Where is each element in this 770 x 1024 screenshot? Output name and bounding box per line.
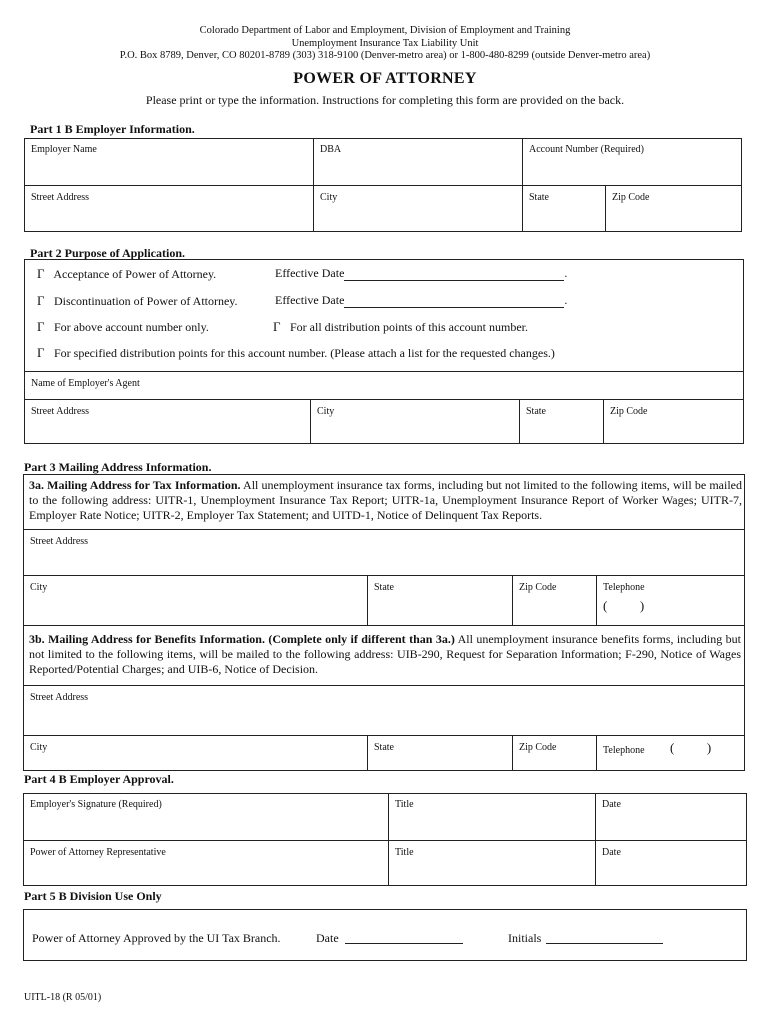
- part2-box: [24, 259, 744, 444]
- part3b-paragraph: [24, 625, 744, 685]
- poa-representative-field[interactable]: [24, 840, 388, 885]
- state-field[interactable]: [522, 185, 605, 232]
- benefits-city-label: City: [30, 742, 48, 753]
- agent-city-label: City: [317, 406, 335, 417]
- agent-zip-field[interactable]: [603, 399, 743, 443]
- all-points-checkbox[interactable]: Γ: [273, 319, 281, 334]
- initials-input[interactable]: [546, 931, 663, 944]
- benefits-state-field[interactable]: [367, 735, 512, 770]
- benefits-phone-parens: ( ): [670, 740, 712, 755]
- tax-city-label: City: [30, 582, 48, 593]
- city-label: City: [320, 192, 338, 203]
- above-account-label: For above account number only.: [54, 320, 209, 334]
- tax-city-field[interactable]: [24, 575, 367, 625]
- tax-street-field[interactable]: [24, 529, 744, 575]
- tax-street-label: Street Address: [30, 536, 89, 547]
- benefits-city-field[interactable]: [24, 735, 367, 770]
- agency-name: Colorado Department of Labor and Employment, Division of Employment and Training: [199, 25, 571, 36]
- employer-signature-label: Employer's Signature (Required): [30, 799, 162, 810]
- account-number-label: Account Number (Required): [529, 144, 644, 155]
- benefits-telephone-label: Telephone: [603, 745, 645, 756]
- agent-street-label: Street Address: [31, 406, 90, 417]
- dba-field[interactable]: [313, 138, 522, 185]
- agent-state-field[interactable]: [519, 399, 603, 443]
- benefits-street-field[interactable]: [24, 685, 744, 735]
- employer-name-field[interactable]: [25, 138, 313, 185]
- initials-label: Initials: [508, 931, 542, 945]
- street-address-field[interactable]: [25, 185, 313, 232]
- effective-date-2: [275, 293, 567, 308]
- title-label-2: Title: [395, 847, 414, 858]
- effective-date-1: [275, 266, 567, 281]
- part2-heading: Part 2 Purpose of Application.: [30, 246, 185, 260]
- unit-name: Unemployment Insurance Tax Liability Unit: [291, 38, 479, 49]
- tax-state-field[interactable]: [367, 575, 512, 625]
- benefits-telephone-field[interactable]: [596, 735, 744, 770]
- agency-address: P.O. Box 8789, Denver, CO 80201-8789 (303) 318-9100 (Denver-metro area) or 1-800-480-8299 (outside Denver-metro area): [119, 50, 651, 61]
- city-field[interactable]: [313, 185, 522, 232]
- account-number-field[interactable]: [522, 138, 741, 185]
- date-label-1: Date: [602, 799, 621, 810]
- agent-name-label: Name of Employer's Agent: [31, 378, 140, 389]
- date-label-2: Date: [602, 847, 621, 858]
- specified-points-checkbox[interactable]: Γ: [37, 345, 45, 360]
- instructions: Please print or type the information. Instructions for completing this form are provided on the back.: [145, 93, 625, 107]
- tax-zip-field[interactable]: [512, 575, 596, 625]
- effective-date-label-1: Effective Date: [275, 266, 345, 280]
- agent-name-field[interactable]: [25, 371, 743, 399]
- agent-state-label: State: [526, 406, 546, 417]
- approved-text: Power of Attorney Approved by the UI Tax Branch.: [32, 931, 281, 945]
- period-2: .: [564, 293, 568, 307]
- date-field-2[interactable]: [595, 840, 746, 885]
- agent-street-field[interactable]: [25, 399, 310, 443]
- acceptance-checkbox[interactable]: Γ: [37, 266, 45, 281]
- division-date-label: Date: [316, 931, 339, 945]
- part4-heading: Part 4 B Employer Approval.: [24, 772, 174, 786]
- all-points-option[interactable]: [273, 319, 528, 335]
- employer-name-label: Employer Name: [31, 144, 97, 155]
- discontinuation-checkbox[interactable]: Γ: [37, 293, 45, 308]
- part5-heading: Part 5 B Division Use Only: [24, 889, 162, 903]
- tax-state-label: State: [374, 582, 394, 593]
- agent-zip-label: Zip Code: [610, 406, 648, 417]
- above-account-checkbox[interactable]: Γ: [37, 319, 45, 334]
- zip-field[interactable]: [605, 185, 741, 232]
- above-account-option[interactable]: [37, 319, 209, 335]
- dba-label: DBA: [320, 144, 342, 155]
- benefits-zip-field[interactable]: [512, 735, 596, 770]
- title-field-1[interactable]: [388, 793, 595, 840]
- employer-signature-field[interactable]: [24, 793, 388, 840]
- benefits-state-label: State: [374, 742, 394, 753]
- zip-label: Zip Code: [612, 192, 650, 203]
- form-number: UITL-18 (R 05/01): [24, 992, 102, 1003]
- acceptance-label: Acceptance of Power of Attorney.: [53, 267, 217, 281]
- part1-heading: Part 1 B Employer Information.: [30, 122, 195, 136]
- tax-zip-label: Zip Code: [519, 582, 557, 593]
- part3a-paragraph: [29, 478, 742, 523]
- part3a-title: 3a. Mailing Address for Tax Information.: [29, 478, 241, 492]
- part3-heading: Part 3 Mailing Address Information.: [24, 460, 212, 474]
- benefits-zip-label: Zip Code: [519, 742, 557, 753]
- tax-telephone-label: Telephone: [603, 582, 645, 593]
- part1-box: [24, 138, 742, 232]
- specified-points-label: For specified distribution points for this account number. (Please attach a list for the requested changes.): [54, 346, 555, 360]
- part3a-text: All unemployment insurance tax forms, including but not limited to the following items, will be mailed to the following address: UITR-1, Unemployment Insurance Tax Report; UITR-1a, Unemployment Insurance Report of Worker Wages; UITR-7, Employer Rate Notice; UITR-2, Employer Tax Statement; and UITD-1, Notice of Delinquent Tax Reports.: [29, 478, 742, 522]
- part3b-text: All unemployment insurance benefits forms, including but not limited to the following items, will be mailed to the following address: UIB-290, Request for Separation Information; F-290, Notice of Wages Reported/Potential Charges; and UIB-6, Notice of Decision.: [29, 632, 741, 676]
- tax-phone-parens: ( ): [603, 598, 645, 613]
- part3-box: [23, 474, 745, 771]
- street-address-label: Street Address: [31, 192, 90, 203]
- effective-date-input-1[interactable]: [344, 267, 564, 281]
- title-field-2[interactable]: [388, 840, 595, 885]
- period-1: .: [564, 266, 568, 280]
- part4-box: [23, 793, 747, 886]
- part3b-title: 3b. Mailing Address for Benefits Information. (Complete only if different than 3a.): [29, 632, 455, 646]
- acceptance-option[interactable]: [37, 266, 216, 282]
- effective-date-label-2: Effective Date: [275, 293, 345, 307]
- title-label-1: Title: [395, 799, 414, 810]
- date-field-1[interactable]: [595, 793, 746, 840]
- agent-city-field[interactable]: [310, 399, 519, 443]
- form-title: POWER OF ATTORNEY: [293, 70, 477, 87]
- all-points-label: For all distribution points of this account number.: [290, 320, 528, 334]
- part5-box: [23, 909, 747, 961]
- benefits-street-label: Street Address: [30, 692, 89, 703]
- state-label: State: [529, 192, 549, 203]
- discontinuation-option[interactable]: [37, 293, 238, 309]
- poa-representative-label: Power of Attorney Representative: [30, 847, 166, 858]
- division-date-input[interactable]: [345, 931, 463, 944]
- tax-telephone-field[interactable]: [596, 575, 744, 625]
- specified-points-option[interactable]: [37, 345, 555, 361]
- effective-date-input-2[interactable]: [344, 294, 564, 308]
- discontinuation-label: Discontinuation of Power of Attorney.: [54, 294, 238, 308]
